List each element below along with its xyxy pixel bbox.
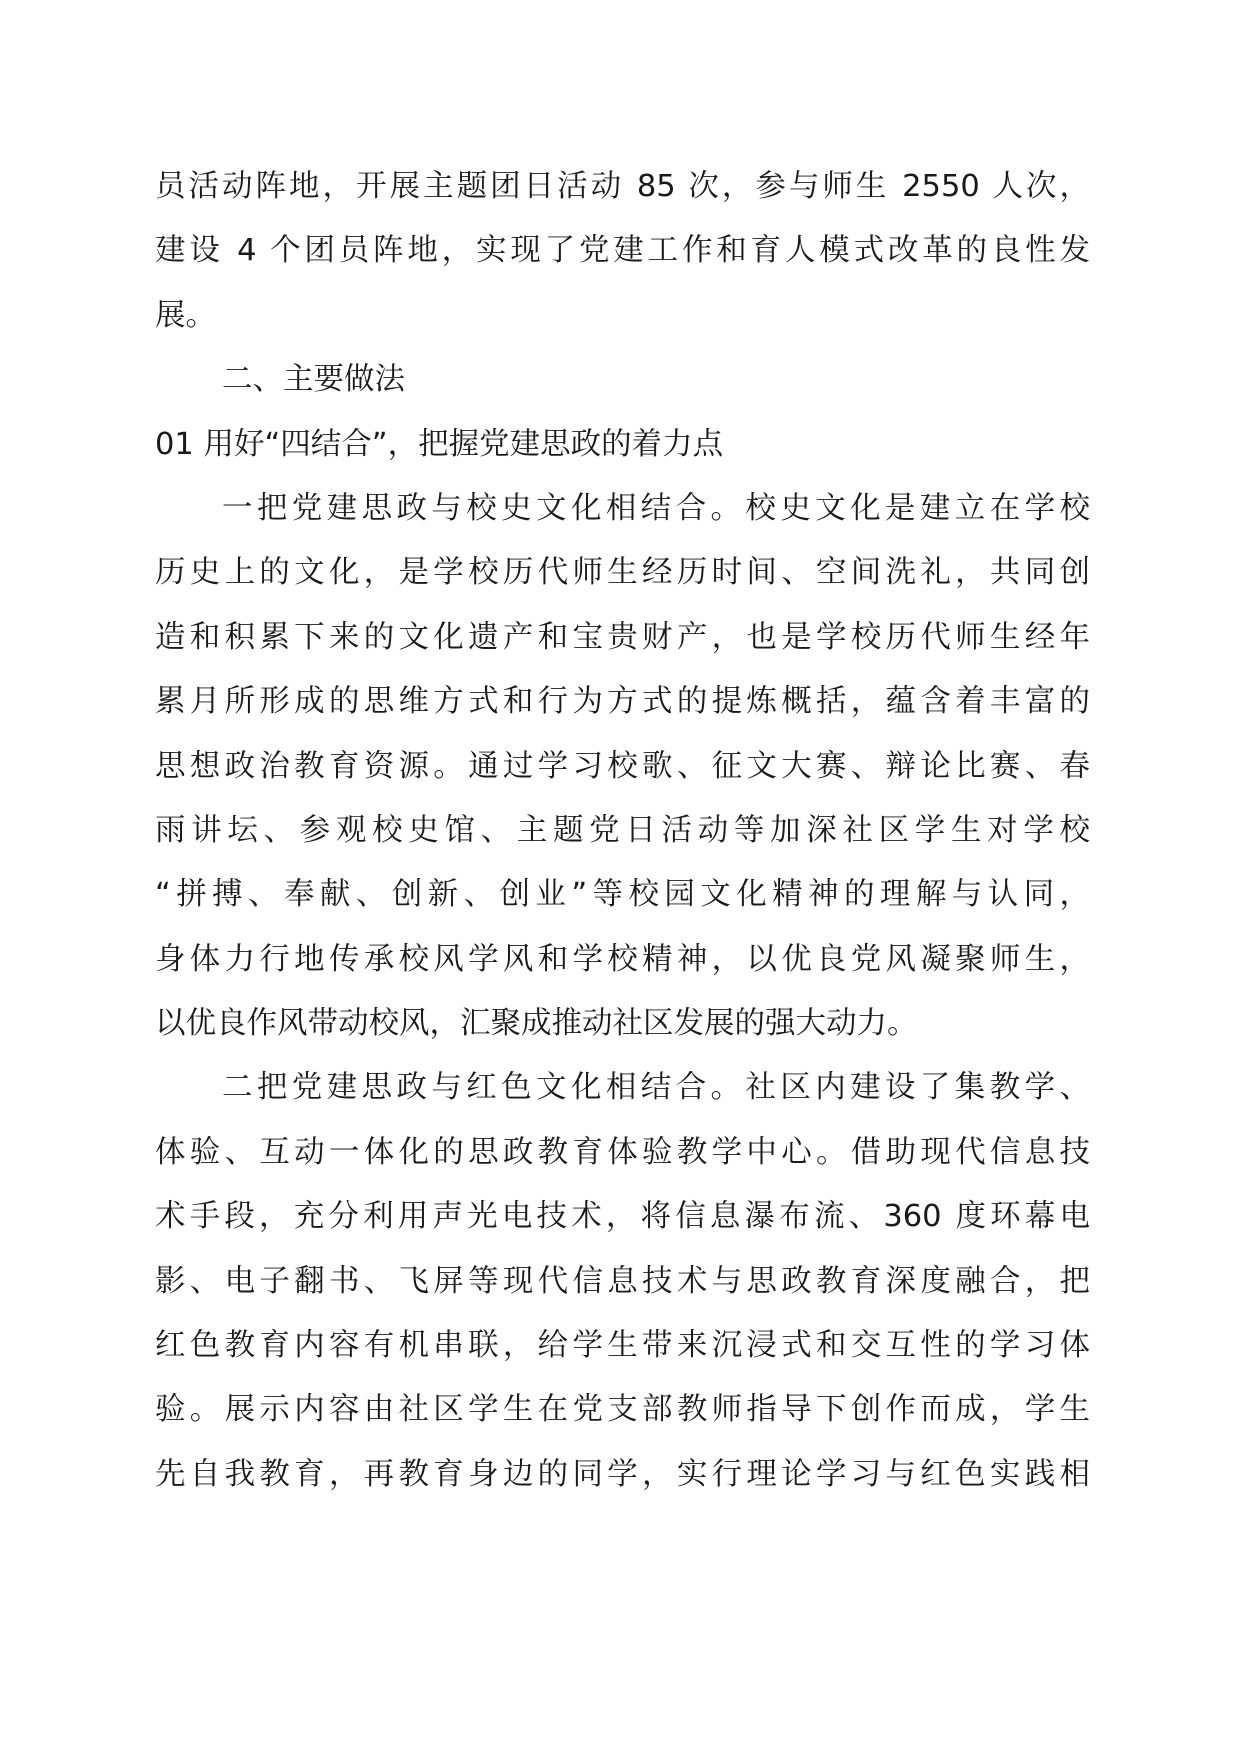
subsection-heading: 01 用好“四结合”，把握党建思政的着力点 [155,426,724,462]
document-body [155,155,1090,1507]
body-line: 验。展示内容由社区学生在党支部教师指导下创作而成，学生 [155,1392,1090,1428]
body-line: 员活动阵地，开展主题团日活动 85 次，参与师生 2550 人次， [155,169,1090,204]
body-line: 累月所形成的思维方式和行为方式的提炼概括，蕴含着丰富的 [155,684,1090,720]
body-line: 二把党建思政与红色文化相结合。社区内建设了集教学、 [222,1070,1090,1106]
body-line: 一把党建思政与校史文化相结合。校史文化是建立在学校 [222,490,1090,526]
body-line: 影、电子翻书、飞屏等现代信息技术与思政教育深度融合，把 [155,1263,1090,1299]
body-line: 建设 4 个团员阵地，实现了党建工作和育人模式改革的良性发 [155,233,1090,269]
body-line: 历史上的文化，是学校历代师生经历时间、空间洗礼，共同创 [155,555,1090,591]
body-line: 思想政治教育资源。通过学习校歌、征文大赛、辩论比赛、春 [155,748,1090,784]
body-line: 体验、互动一体化的思政教育体验教学中心。借助现代信息技 [155,1134,1090,1170]
body-line: 先自我教育，再教育身边的同学，实行理论学习与红色实践相 [155,1456,1090,1492]
section-heading: 二、主要做法 [222,362,405,398]
body-line: 展。 [155,297,216,333]
body-line: 雨讲坛、参观校史馆、主题党日活动等加深社区学生对学校 [155,812,1090,848]
body-line: 身体力行地传承校风学风和学校精神，以优良党风凝聚师生， [155,941,1090,977]
body-line: 造和积累下来的文化遗产和宝贵财产，也是学校历代师生经年 [155,619,1090,655]
body-line: 红色教育内容有机串联，给学生带来沉浸式和交互性的学习体 [155,1328,1090,1364]
body-line: 以优良作风带动校风，汇聚成推动社区发展的强大动力。 [155,1006,918,1042]
body-line: “拼搏、奉献、创新、创业”等校园文化精神的理解与认同， [155,877,1090,913]
body-line: 术手段，充分利用声光电技术，将信息瀑布流、360 度环幕电 [155,1199,1090,1235]
